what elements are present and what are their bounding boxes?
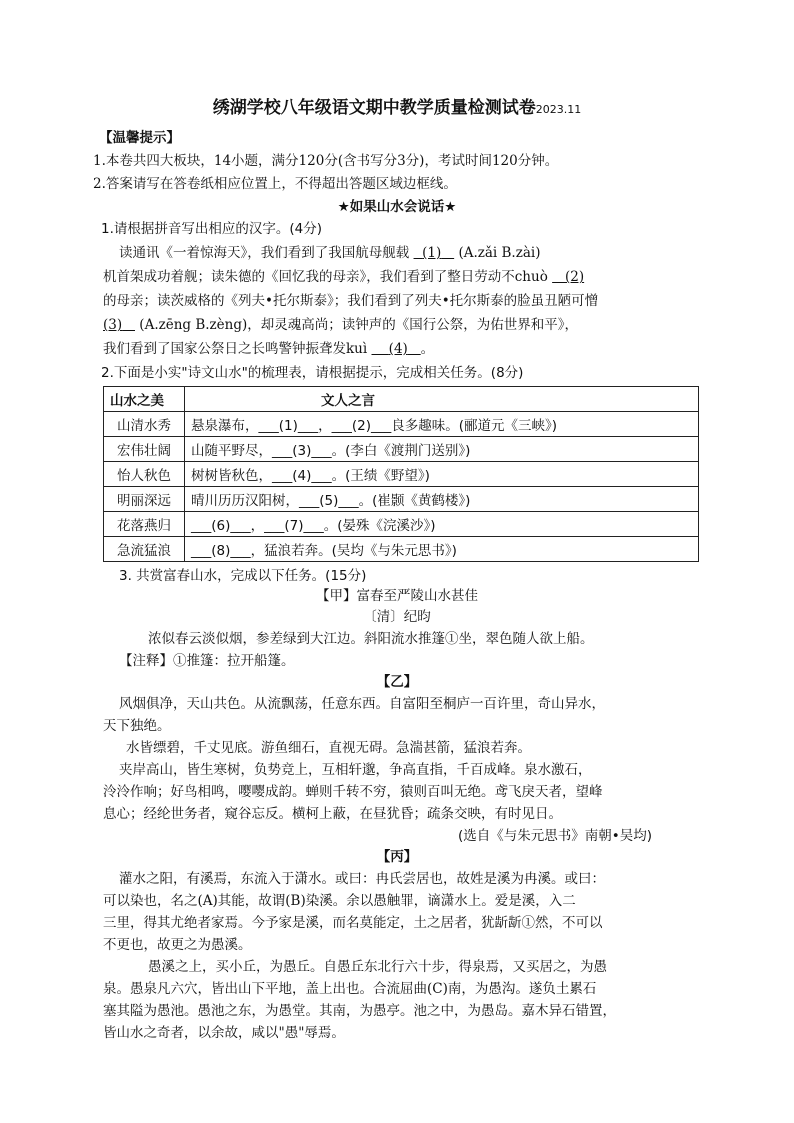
q1-blank-3[interactable] (103, 317, 135, 333)
yi-line-4: 夹岸高山，皆生寒树，负势竞上，互相轩邈，争高直指，千百成峰。泉水激石， (119, 762, 592, 778)
q1-line-4 (103, 315, 578, 335)
jia-author: 〔清〕纪昀 (363, 609, 431, 625)
q3-stem: 3. 共赏富春山水，完成以下任务。(15分) (119, 568, 367, 584)
q1-stem: 1.请根据拼音写出相应的汉字。(4分) (101, 221, 323, 237)
yi-line-3: 水皆缥碧，千丈见底。游鱼细石，直视无碍。急湍甚箭，猛浪若奔。 (126, 740, 531, 756)
q2-stem: 2.下面是小实"诗文山水"的梳理表，请根据提示，完成相关任务。(8分) (101, 365, 524, 381)
q1-text-4: (A.zēng B.zèng)，却灵魂高尚；读钟声的《国行公祭，为佑世界和平》， (139, 317, 578, 333)
table-cell-key: 花落燕归 (104, 512, 185, 537)
tips-heading: 【温馨提示】 (99, 130, 180, 146)
q1-blank-1[interactable] (414, 245, 455, 261)
table-cell-value[interactable]: 山随平野尽，___(3)___。(李白《渡荆门送别》) (185, 437, 699, 462)
yi-line-1: 风烟俱净，天山共色。从流飘荡，任意东西。自富阳至桐庐一百许里，奇山异水， (119, 696, 605, 712)
table-cell-value[interactable]: 晴川历历汉阳树，___(5)___。(崔颢《黄鹤楼》) (185, 487, 699, 512)
table-cell-value[interactable]: 树树皆秋色，___(4)___。(王绩《野望》) (185, 462, 699, 487)
yi-source: (选自《与朱元思书》南朝•吴均) (458, 828, 652, 844)
table-cell-key: 山清水秀 (104, 412, 185, 437)
yi-title: 【乙】 (376, 674, 418, 690)
exam-title: 绣湖学校八年级语文期中教学质量检测试卷 (212, 98, 536, 118)
q1-line-1 (119, 243, 540, 263)
bing-line-2: 可以染也，名之(A)其能，故谓(B)染溪。余以愚触罪，谪潇水上。爱是溪，入二 (103, 893, 576, 909)
section-title: ★如果山水会说话★ (337, 199, 457, 215)
table-row (104, 462, 699, 487)
tips-line-1: 1.本卷共四大板块，14小题，满分120分(含书写分3分)，考试时间120分钟。 (93, 153, 559, 169)
table-cell-key: 急流猛浪 (104, 537, 185, 562)
yi-line-5: 泠泠作响；好鸟相鸣，嘤嘤成韵。蝉则千转不穷，猿则百叫无绝。鸢飞戾天者，望峰 (103, 784, 603, 800)
jia-note: 【注释】①推篷：拉开船篷。 (119, 653, 295, 669)
q1-text-5: 我们看到了国家公祭日之长鸣警钟振聋发kuì (103, 341, 368, 357)
bing-line-1: 灌水之阳，有溪焉，东流入于潇水。或曰：冉氏尝居也，故姓是溪为冉溪。或曰： (119, 871, 605, 887)
bing-line-4: 不更也，故更之为愚溪。 (103, 937, 252, 953)
blank-label: (4) (388, 341, 408, 357)
yi-line-6: 息心；经纶世务者，窥谷忘反。横柯上蔽，在昼犹昏；疏条交映，有时见日。 (103, 806, 562, 822)
blank-label: (1) (422, 245, 442, 261)
table-cell-value[interactable]: 悬泉瀑布，___(1)___，___(2)___良多趣味。(郦道元《三峡》) (185, 412, 699, 437)
table-row (104, 537, 699, 562)
bing-line-6: 泉。愚泉凡六穴，皆出山下平地，盖上出也。合流屈曲(C)南，为愚沟。遂负土累石 (103, 981, 597, 997)
table-header-row (104, 387, 699, 412)
table-row (104, 487, 699, 512)
q1-text-1b: (A.zǎi B.zài) (458, 245, 541, 261)
table-header: 山水之美 (104, 387, 185, 412)
table-row (104, 437, 699, 462)
bing-line-5: 愚溪之上，买小丘，为愚丘。自愚丘东北行六十步，得泉焉，又买居之，为愚 (148, 959, 607, 975)
q1-text-1: 读通讯《一着惊海天》，我们看到了我国航母舰载 (119, 245, 410, 261)
blank-label: (3) (103, 317, 123, 333)
table-cell-key: 宏伟壮阔 (104, 437, 185, 462)
jia-text: 浓似春云淡似烟，参差绿到大江边。斜阳流水推篷①坐，翠色随人欲上船。 (148, 631, 594, 647)
q1-line-2 (103, 267, 584, 287)
exam-date: 2023.11 (535, 103, 582, 116)
table-cell-value[interactable]: ___(6)___，___(7)___。(晏殊《浣溪沙》) (185, 512, 699, 537)
table-row (104, 512, 699, 537)
poetry-table (103, 386, 699, 562)
table-header: 文人之言 (185, 387, 699, 412)
table-row (104, 412, 699, 437)
page-title (0, 98, 794, 120)
q1-blank-2[interactable] (552, 269, 584, 285)
yi-line-2: 天下独绝。 (103, 718, 171, 734)
q1-blank-4[interactable] (372, 341, 421, 357)
bing-line-7: 塞其隘为愚池。愚池之东，为愚堂。其南，为愚亭。池之中，为愚岛。嘉木异石错置， (103, 1003, 616, 1019)
table-cell-key: 怡人秋色 (104, 462, 185, 487)
jia-title: 【甲】富春至严陵山水甚佳 (316, 588, 478, 604)
bing-title: 【丙】 (376, 849, 418, 865)
bing-line-8: 皆山水之奇者，以余故，咸以"愚"辱焉。 (103, 1025, 345, 1041)
q1-line-3: 的母亲；读茨威格的《列夫•托尔斯泰》；我们看到了列夫•托尔斯泰的脸虽丑陋可憎 (103, 293, 599, 309)
tips-line-2: 2.答案请写在答卷纸相应位置上，不得超出答题区域边框线。 (93, 176, 457, 192)
q1-line-5 (103, 339, 434, 359)
q1-text-5b: 。 (420, 341, 435, 357)
q1-text-2: 机首架成功着舰；读朱德的《回忆我的母亲》，我们看到了整日劳动不chuò (103, 269, 548, 285)
table-cell-key: 明丽深远 (104, 487, 185, 512)
bing-line-3: 三里，得其尤绝者家焉。今予家是溪，而名莫能定，土之居者，犹龂龂①然，不可以 (103, 915, 603, 931)
table-cell-value[interactable]: ___(8)___，猛浪若奔。(吴均《与朱元思书》) (185, 537, 699, 562)
blank-label: (2) (565, 269, 585, 285)
